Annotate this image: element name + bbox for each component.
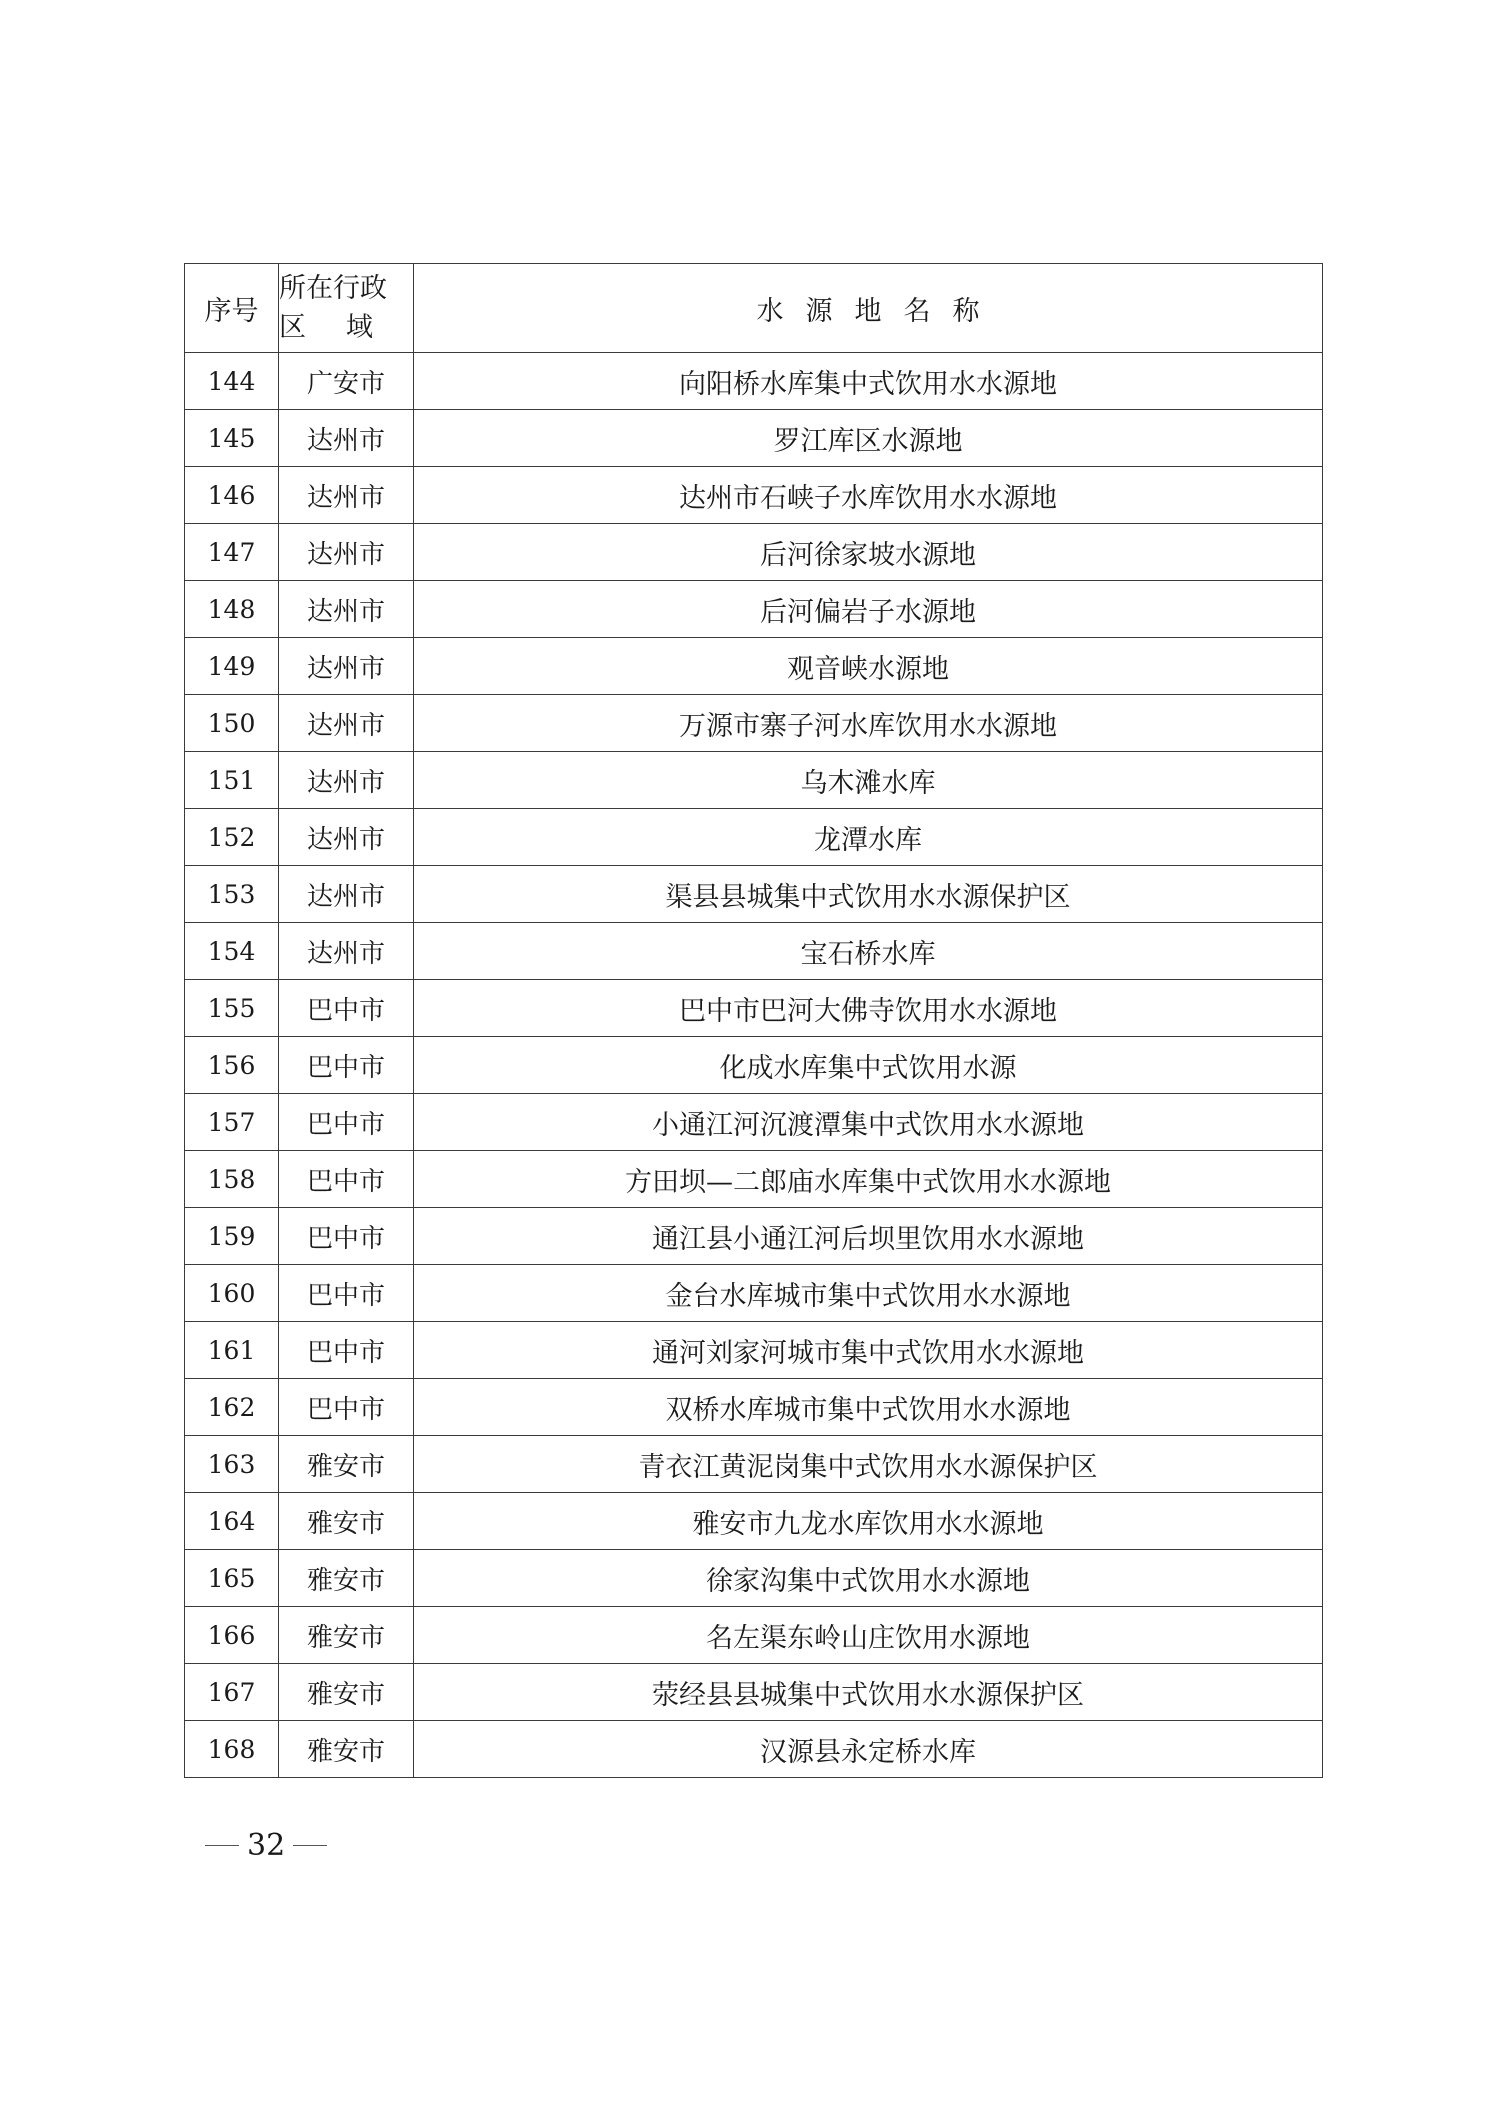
row-region: 巴中市 — [279, 980, 414, 1037]
row-index: 146 — [185, 467, 279, 524]
row-name: 通河刘家河城市集中式饮用水水源地 — [414, 1322, 1323, 1379]
row-index: 166 — [185, 1607, 279, 1664]
header-region-line1: 所在行政 — [279, 273, 387, 304]
row-index: 160 — [185, 1265, 279, 1322]
row-index: 153 — [185, 866, 279, 923]
header-region-label — [279, 269, 413, 347]
row-region: 雅安市 — [279, 1436, 414, 1493]
table-row — [185, 1379, 1323, 1436]
row-region: 巴中市 — [279, 1379, 414, 1436]
row-index: 162 — [185, 1379, 279, 1436]
footer-dash-left — [205, 1845, 239, 1846]
row-region: 巴中市 — [279, 1151, 414, 1208]
header-region-line2: 区域 — [279, 312, 413, 343]
row-name: 金台水库城市集中式饮用水水源地 — [414, 1265, 1323, 1322]
row-index: 156 — [185, 1037, 279, 1094]
row-name: 名左渠东岭山庄饮用水源地 — [414, 1607, 1323, 1664]
row-index: 155 — [185, 980, 279, 1037]
row-region: 达州市 — [279, 638, 414, 695]
row-region: 达州市 — [279, 752, 414, 809]
row-region: 巴中市 — [279, 1037, 414, 1094]
row-region: 达州市 — [279, 866, 414, 923]
row-name: 荥经县县城集中式饮用水水源保护区 — [414, 1664, 1323, 1721]
table-row — [185, 467, 1323, 524]
table-row — [185, 581, 1323, 638]
row-name: 达州市石峡子水库饮用水水源地 — [414, 467, 1323, 524]
table-row — [185, 1151, 1323, 1208]
row-region: 广安市 — [279, 353, 414, 410]
row-region: 雅安市 — [279, 1550, 414, 1607]
row-region: 巴中市 — [279, 1208, 414, 1265]
row-name: 小通江河沉渡潭集中式饮用水水源地 — [414, 1094, 1323, 1151]
row-region: 雅安市 — [279, 1664, 414, 1721]
row-index: 144 — [185, 353, 279, 410]
page-number: 32 — [247, 1827, 286, 1863]
row-name: 徐家沟集中式饮用水水源地 — [414, 1550, 1323, 1607]
row-index: 145 — [185, 410, 279, 467]
table-row — [185, 638, 1323, 695]
row-name: 青衣江黄泥岗集中式饮用水水源保护区 — [414, 1436, 1323, 1493]
table-row — [185, 1607, 1323, 1664]
row-index: 161 — [185, 1322, 279, 1379]
header-region — [279, 264, 414, 353]
row-name: 后河偏岩子水源地 — [414, 581, 1323, 638]
table-row — [185, 1037, 1323, 1094]
water-source-table — [184, 263, 1323, 1778]
row-region: 达州市 — [279, 467, 414, 524]
row-name: 双桥水库城市集中式饮用水水源地 — [414, 1379, 1323, 1436]
row-index: 158 — [185, 1151, 279, 1208]
row-region: 巴中市 — [279, 1265, 414, 1322]
table-row — [185, 1322, 1323, 1379]
row-region: 达州市 — [279, 524, 414, 581]
row-name: 渠县县城集中式饮用水水源保护区 — [414, 866, 1323, 923]
row-name: 方田坝—二郎庙水库集中式饮用水水源地 — [414, 1151, 1323, 1208]
row-index: 148 — [185, 581, 279, 638]
row-name: 乌木滩水库 — [414, 752, 1323, 809]
row-name: 雅安市九龙水库饮用水水源地 — [414, 1493, 1323, 1550]
row-name: 龙潭水库 — [414, 809, 1323, 866]
row-name: 观音峡水源地 — [414, 638, 1323, 695]
row-region: 达州市 — [279, 695, 414, 752]
table-row — [185, 752, 1323, 809]
row-region: 巴中市 — [279, 1322, 414, 1379]
row-name: 汉源县永定桥水库 — [414, 1721, 1323, 1778]
row-region: 雅安市 — [279, 1493, 414, 1550]
header-name-label: 水源地名称 — [756, 295, 1002, 327]
row-index: 168 — [185, 1721, 279, 1778]
table-row — [185, 695, 1323, 752]
row-name: 宝石桥水库 — [414, 923, 1323, 980]
row-region: 达州市 — [279, 923, 414, 980]
row-index: 151 — [185, 752, 279, 809]
table-row — [185, 1094, 1323, 1151]
row-region: 雅安市 — [279, 1721, 414, 1778]
table-header — [185, 264, 1323, 353]
row-index: 157 — [185, 1094, 279, 1151]
table-row — [185, 353, 1323, 410]
table-header-row — [185, 264, 1323, 353]
table-row — [185, 1664, 1323, 1721]
table-row — [185, 809, 1323, 866]
row-name: 后河徐家坡水源地 — [414, 524, 1323, 581]
header-name — [414, 264, 1323, 353]
row-index: 163 — [185, 1436, 279, 1493]
table-row — [185, 980, 1323, 1037]
table-row — [185, 1208, 1323, 1265]
footer-dash-right — [293, 1845, 327, 1846]
row-name: 化成水库集中式饮用水源 — [414, 1037, 1323, 1094]
row-index: 159 — [185, 1208, 279, 1265]
table-row — [185, 1436, 1323, 1493]
page-footer — [205, 1825, 335, 1865]
row-index: 165 — [185, 1550, 279, 1607]
row-name: 通江县小通江河后坝里饮用水水源地 — [414, 1208, 1323, 1265]
row-index: 152 — [185, 809, 279, 866]
row-region: 雅安市 — [279, 1607, 414, 1664]
row-index: 147 — [185, 524, 279, 581]
row-name: 巴中市巴河大佛寺饮用水水源地 — [414, 980, 1323, 1037]
row-name: 万源市寨子河水库饮用水水源地 — [414, 695, 1323, 752]
row-name: 罗江库区水源地 — [414, 410, 1323, 467]
table-body — [185, 353, 1323, 1778]
row-name: 向阳桥水库集中式饮用水水源地 — [414, 353, 1323, 410]
row-index: 167 — [185, 1664, 279, 1721]
header-index: 序号 — [185, 264, 279, 353]
row-index: 149 — [185, 638, 279, 695]
table-row — [185, 1493, 1323, 1550]
table-row — [185, 1550, 1323, 1607]
row-region: 巴中市 — [279, 1094, 414, 1151]
row-index: 164 — [185, 1493, 279, 1550]
table-row — [185, 524, 1323, 581]
row-region: 达州市 — [279, 581, 414, 638]
table-row — [185, 1721, 1323, 1778]
row-region: 达州市 — [279, 809, 414, 866]
table-row — [185, 1265, 1323, 1322]
row-region: 达州市 — [279, 410, 414, 467]
row-index: 150 — [185, 695, 279, 752]
table-row — [185, 923, 1323, 980]
table-row — [185, 866, 1323, 923]
row-index: 154 — [185, 923, 279, 980]
table-row — [185, 410, 1323, 467]
